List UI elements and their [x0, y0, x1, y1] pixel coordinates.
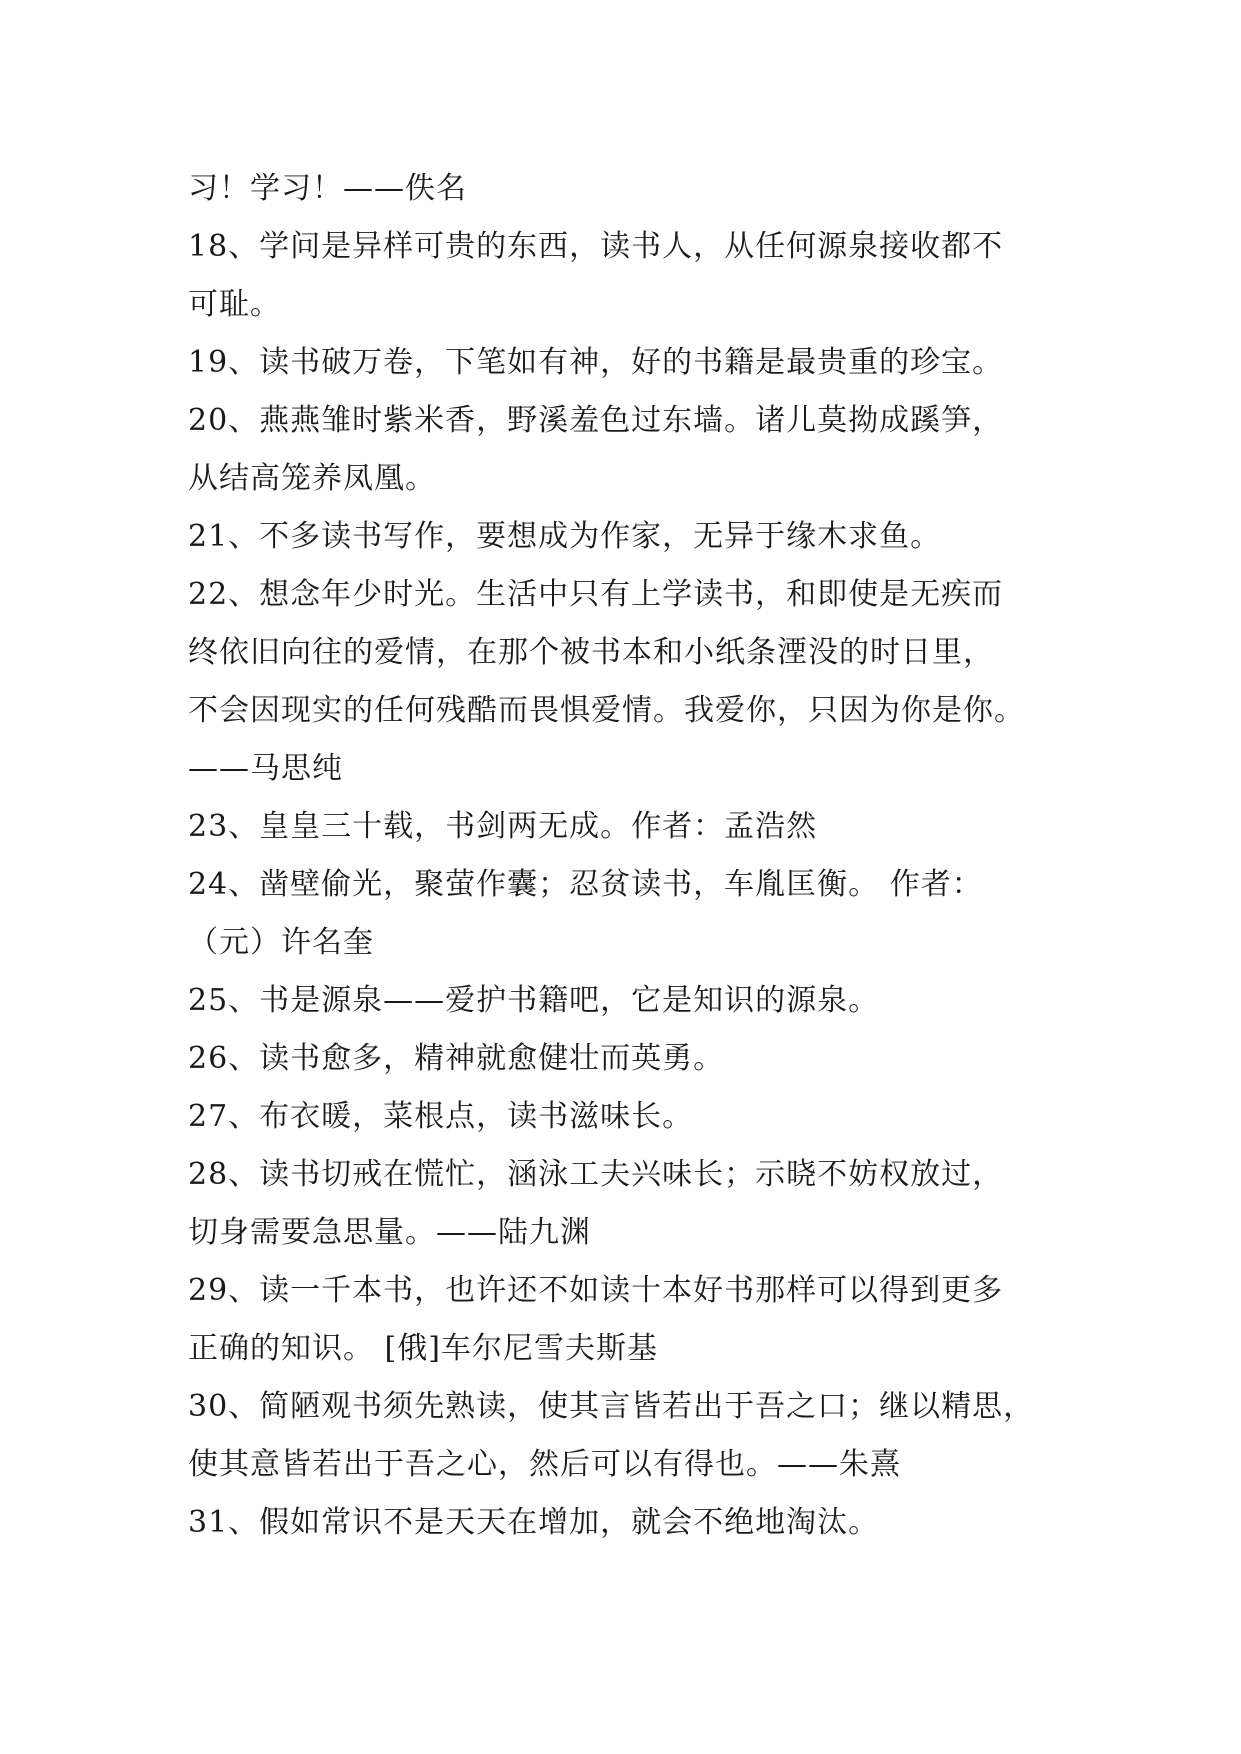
text-line-1: 习！学习！——佚名: [188, 171, 467, 206]
text-line-22: 30、简陋观书须先熟读，使其言皆若出于吾之口；继以精思，: [188, 1389, 1035, 1424]
text-line-7: 21、不多读书写作，要想成为作家，无异于缘木求鱼。: [188, 519, 942, 554]
text-line-18: 28、读书切戒在慌忙，涵泳工夫兴味长；示晓不妨权放过，: [188, 1157, 1004, 1192]
text-line-14: （元）许名奎: [188, 925, 374, 960]
text-line-13: 24、凿壁偷光，聚萤作囊；忍贫读书，车胤匡衡。 作者：: [188, 867, 983, 902]
text-line-8: 22、想念年少时光。生活中只有上学读书，和即使是无疾而: [188, 577, 1004, 612]
text-line-10: 不会因现实的任何残酷而畏惧爱情。我爱你，只因为你是你。: [188, 693, 1025, 728]
text-line-6: 从结高笼养凤凰。: [188, 461, 436, 496]
text-line-5: 20、燕燕雏时紫米香，野溪羞色过东墙。诸儿莫拗成蹊笋，: [188, 403, 1004, 438]
text-line-9: 终依旧向往的爱情，在那个被书本和小纸条湮没的时日里，: [188, 635, 994, 670]
text-line-24: 31、假如常识不是天天在增加，就会不绝地淘汰。: [188, 1505, 880, 1540]
text-line-17: 27、布衣暖，菜根点，读书滋味长。: [188, 1099, 694, 1134]
text-line-2: 18、学问是异样可贵的东西，读书人，从任何源泉接收都不: [188, 229, 1004, 264]
text-line-15: 25、书是源泉——爱护书籍吧，它是知识的源泉。: [188, 983, 880, 1018]
text-line-3: 可耻。: [188, 287, 281, 322]
text-line-20: 29、读一千本书，也许还不如读十本好书那样可以得到更多: [188, 1273, 1004, 1308]
text-line-21: 正确的知识。 [俄]车尔尼雪夫斯基: [188, 1331, 658, 1366]
text-line-19: 切身需要急思量。——陆九渊: [188, 1215, 591, 1250]
text-line-12: 23、皇皇三十载，书剑两无成。作者：孟浩然: [188, 809, 818, 844]
text-line-4: 19、读书破万卷，下笔如有神，好的书籍是最贵重的珍宝。: [188, 345, 1004, 380]
text-line-11: ——马思纯: [188, 751, 343, 786]
text-line-16: 26、读书愈多，精神就愈健壮而英勇。: [188, 1041, 725, 1076]
text-line-23: 使其意皆若出于吾之心，然后可以有得也。——朱熹: [188, 1447, 901, 1482]
quote-text-block: [188, 160, 1078, 1552]
